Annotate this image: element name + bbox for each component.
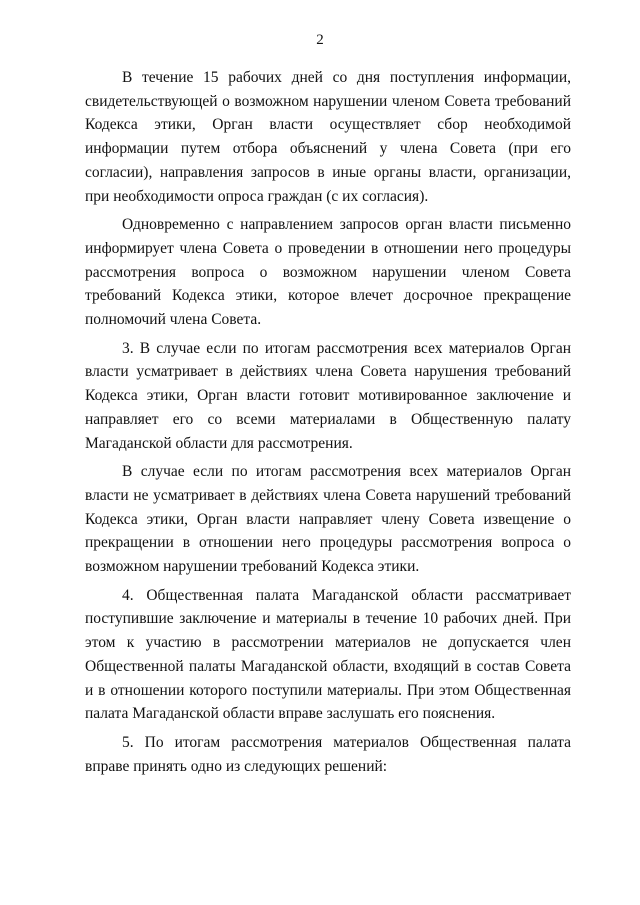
paragraph-procedure-termination: В случае если по итогам рассмотрения всех материалов Орган власти не усматривает в действиях члена Совета нарушений требований Кодекса этики, Орган власти направляет члену Совета извещение о прекращении в отношении него процедуры рассмотрения вопроса о возможном нарушении требований Кодекса этики. [85,463,571,576]
paragraph-information-collection: В течение 15 рабочих дней со дня поступления информации, свидетельствующей о возможном нарушении членом Совета требований Кодекса этики, Орган власти осуществляет сбор необходимой информации путем отбора объяснений у члена Совета (при его согласии), направления запросов в иные органы власти, организации, при необходимости опроса граждан (с их согласия). [85,69,571,205]
paragraph-item-4: 4. Общественная палата Магаданской области рассматривает поступившие заключение и материалы в течение 10 рабочих дней. При этом к участию в рассмотрении материалов не допускается член Общественной палаты Магаданской области, входящий в состав Совета и в отношении которого поступили материалы. При этом Общественная палата Магаданской области вправе заслушать его пояснения. [85,586,571,723]
paragraph-member-notification: Одновременно с направлением запросов орган власти письменно информирует члена Совета о проведении в отношении него процедуры рассмотрения вопроса о возможном нарушении членом Совета требований Кодекса этики, которое влечет досрочное прекращение полномочий члена Совета. [85,216,571,329]
page-number: 2 [316,32,324,48]
paragraph-item-5: 5. По итогам рассмотрения материалов Общественная палата вправе принять одно из следующих решений: [85,733,571,775]
paragraph-item-3: 3. В случае если по итогам рассмотрения всех материалов Орган власти усматривает в действиях члена Совета нарушения требований Кодекса этики, Орган власти готовит мотивированное заключение и направляет его со всеми материалами в Общественную палату Магаданской области для рассмотрения. [85,339,571,452]
document-body [85,66,571,783]
